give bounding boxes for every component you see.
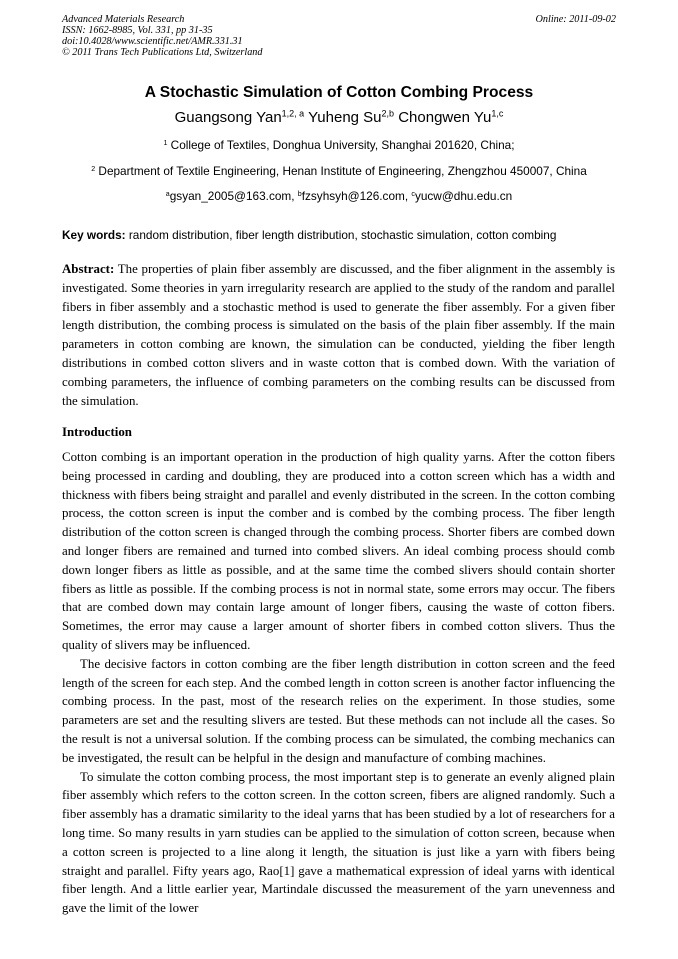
journal-name: Advanced Materials Research xyxy=(62,14,185,25)
email-marker: a xyxy=(165,189,170,198)
affiliation-text: College of Textiles, Donghua University, Shanghai 201620, China; xyxy=(167,138,515,152)
author-emails xyxy=(0,189,678,203)
email-marker: c xyxy=(411,189,415,198)
affiliation-2 xyxy=(0,164,678,178)
affiliation-1 xyxy=(0,138,678,152)
abstract xyxy=(62,260,615,410)
paper-title: A Stochastic Simulation of Cotton Combing Process xyxy=(144,84,534,101)
author-list xyxy=(0,109,678,127)
affiliation-marker: 1 xyxy=(163,138,168,147)
keywords xyxy=(62,228,556,242)
abstract-text: The properties of plain fiber assembly are discussed, and the fiber alignment in the assembly is investigated. Some theories in yarn irregularity research are applied to the study of the random and parallel fibers in fiber assembly and a stochastic method is used to generate the fiber assembly. For a given fiber length distribution, the combing process is simulated on the basis of the plain fiber assembly. If the main parameters in cotton combing are known, the simulation can be conducted, yielding the fiber length distributions in combed cotton slivers and in waste cotton that is combed down. With the variation of combing parameters, the influence of combing parameters on the combing results can be discussed from the simulation. xyxy=(62,262,615,408)
copyright-line: © 2011 Trans Tech Publications Ltd, Switzerland xyxy=(62,47,263,58)
affiliation-text: Department of Textile Engineering, Henan Institute of Engineering, Zhengzhou 450007, China xyxy=(95,164,587,178)
email-link[interactable]: fzsyhsyh@126.com, xyxy=(301,189,412,203)
paragraph: Cotton combing is an important operation in the production of high quality yarns. After the cotton fibers being processed in carding and doubling, they are produced into a cotton screen which has a width and thickness with fibers being straight and parallel and evenly distributed in the screen. In the cotton combing process, the cotton screen is input the comber and is combed by the combing process. The fiber length distribution of the cotton screen is changed through the combing process. Shorter fibers are combed down and longer fibers are remained and turned into combed slivers. An ideal combing process should comb down longer fibers as little as possible, and at the same time the combed slivers should contain shorter fibers as little as possible. If the combing process is not in normal state, some errors may occur. The fibers that are combed down may contain large amount of longer fibers, causing the waste of cotton fibers. Sometimes, the error may cause a larger amount of shorter fibers in combed cotton slivers. Thus the quality of slivers may be influenced. xyxy=(62,450,615,652)
email-link[interactable]: yucw@dhu.edu.cn xyxy=(414,189,513,203)
author-name: Chongwen Yu xyxy=(398,109,492,126)
abstract-label: Abstract: xyxy=(62,262,115,276)
affiliation-marker: 2 xyxy=(91,164,96,173)
author-affiliation-marker: 2,b xyxy=(381,108,395,119)
keywords-label: Key words: xyxy=(62,228,126,242)
introduction-body xyxy=(62,448,615,918)
email-marker: b xyxy=(297,189,302,198)
paragraph: The decisive factors in cotton combing are the fiber length distribution in cotton screen and the feed length of the screen for each step. And the combed length in cotton screen is another factor influencing the combing process. In the past, most of the research relies on the experiment. In those studies, some parameters are set and the resulting slivers are tested. But these methods can not include all the cases. So the result is not a universal solution. If the combing process can be simulated, the combing mechanics can be investigated, the result can be helpful in the design and manufacture of combing machines. xyxy=(62,656,615,765)
doi-link[interactable]: doi:10.4028/www.scientific.net/AMR.331.31 xyxy=(62,36,243,47)
issn-line: ISSN: 1662-8985, Vol. 331, pp 31-35 xyxy=(62,25,213,36)
section-heading-introduction: Introduction xyxy=(62,425,132,439)
author-affiliation-marker: 1,2, a xyxy=(281,108,305,119)
online-date: Online: 2011-09-02 xyxy=(535,14,616,25)
keywords-text: random distribution, fiber length distribution, stochastic simulation, cotton combing xyxy=(125,228,557,242)
journal-header xyxy=(62,14,262,58)
paragraph: To simulate the cotton combing process, the most important step is to generate an evenly aligned plain fiber assembly which refers to the cotton screen. In the cotton screen, fibers are aligned randomly. Such a fiber assembly has a dramatic similarity to the ideal yarns that has been studied by a lot of researchers for a long time. So many results in yarn studies can be applied to the simulation of cotton screen, because when a cotton screen is projected to a line along it length, the situation is just like a yarn with fibers being straight and parallel. Fifty years ago, Rao[1] gave a mathematical expression of ideal yarns with identical fiber length. And a little earlier year, Martindale discussed the measurement of the yarn unevenness and gave the limit of the lower xyxy=(62,769,615,916)
email-link[interactable]: gsyan_2005@163.com, xyxy=(169,189,298,203)
author-affiliation-marker: 1,c xyxy=(491,108,504,119)
author-name: Yuheng Su xyxy=(308,109,382,126)
author-name: Guangsong Yan xyxy=(174,109,282,126)
